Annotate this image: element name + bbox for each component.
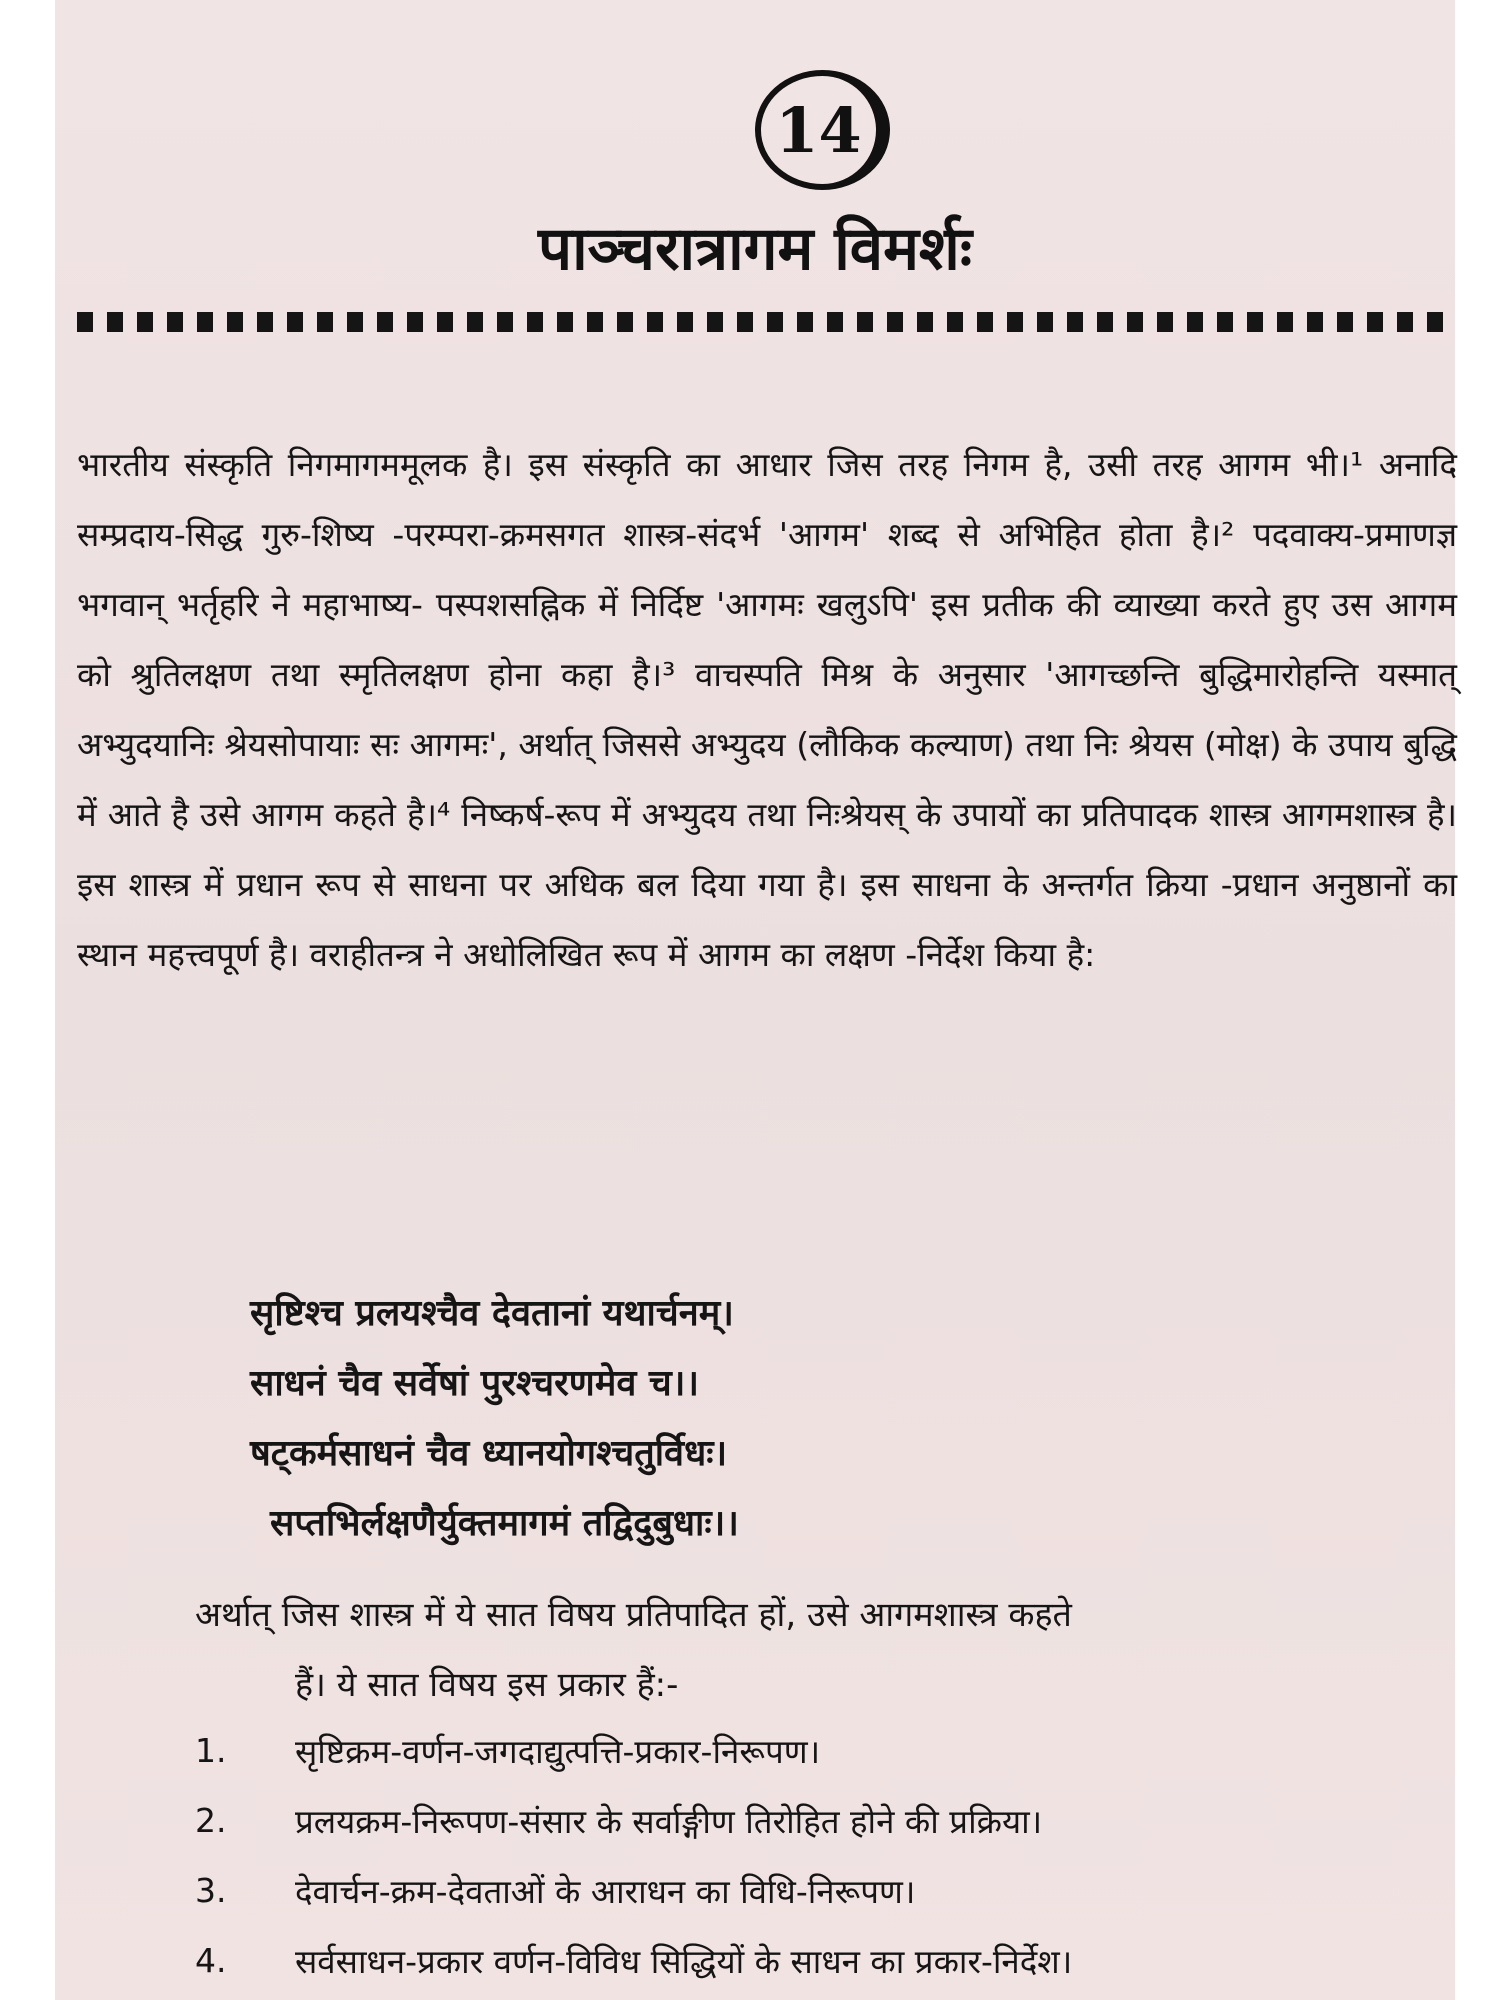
list-item-number: 3. [195,1870,227,1910]
list-item-text: प्रलयक्रम-निरूपण-संसार के सर्वाङ्गीण तिरोहित होने की प्रक्रिया। [295,1801,1043,1841]
list-item-number: 2. [195,1800,227,1840]
chapter-title: पाञ्चरात्रागम विमर्शः [538,214,972,284]
verse-line-3: षट्कर्मसाधनं चैव ध्यानयोगश्चतुर्विधः। [250,1433,728,1474]
list-item-text: सर्वसाधन-प्रकार वर्णन-विविध सिद्धियों के साधन का प्रकार-निर्देश। [295,1941,1073,1981]
topics-list [195,1715,1455,1995]
list-item [195,1785,1455,1855]
verse-line-2: साधनं चैव सर्वेषां पुरश्चरणमेव च।। [250,1363,700,1404]
explanation-line-1: अर्थात् जिस शास्त्र में ये सात विषय प्रतिपादित हों, उसे आगमशास्त्र कहते [195,1595,1072,1635]
list-item-number: 1. [195,1730,227,1770]
list-item-text: सृष्टिक्रम-वर्णन-जगदाद्युत्पत्ति-प्रकार-निरूपण। [295,1731,821,1771]
verse-line-4: सप्तभिर्लक्षणैर्युक्तमागमं तद्विदुबुधाः।। [270,1503,739,1544]
verse-line-1: सृष्टिश्च प्रलयश्चैव देवतानां यथार्चनम्। [250,1293,734,1334]
list-item-number: 4. [195,1940,227,1980]
explanation-line-2: हैं। ये सात विषय इस प्रकार हैं:- [295,1665,679,1705]
list-item [195,1855,1455,1925]
dotted-divider [77,312,1457,332]
list-item-text: देवार्चन-क्रम-देवताओं के आराधन का विधि-निरूपण। [295,1871,916,1911]
list-item [195,1715,1455,1785]
explanation-paragraph [195,1580,1455,1720]
intro-paragraph: भारतीय संस्कृति निगमागममूलक है। इस संस्कृति का आधार जिस तरह निगम है, उसी तरह आगम भी।¹ अनादि सम्प्रदाय-सिद्ध गुरु-शिष्य -परम्परा-क्रमसगत शास्त्र-संदर्भ 'आगम' शब्द से अभिहित होता है।² पदवाक्य-प्रमाणज्ञ भगवान् भर्तृहरि ने महाभाष्य- पस्पशसह्निक में निर्दिष्ट 'आगमः खलुऽपि' इस प्रतीक की व्याख्या करते हुए उस आगम को श्रुतिलक्षण तथा स्मृतिलक्षण होना कहा है।³ वाचस्पति मिश्र के अनुसार 'आगच्छन्ति बुद्धिमारोहन्ति यस्मात् अभ्युदयानिः श्रेयसोपायाः सः आगमः', अर्थात् जिससे अभ्युदय (लौकिक कल्याण) तथा निः श्रेयस (मोक्ष) के उपाय बुद्धि में आते है उसे आगम कहते है।⁴ निष्कर्ष-रूप में अभ्युदय तथा निःश्रेयस् के उपायों का प्रतिपादक शास्त्र आगमशास्त्र है। इस शास्त्र में प्रधान रूप से साधना पर अधिक बल दिया गया है। इस साधना के अन्तर्गत क्रिया -प्रधान अनुष्ठानों का स्थान महत्त्वपूर्ण है। वराहीतन्त्र ने अधोलिखित रूप में आगम का लक्षण -निर्देश किया है: [77,445,1457,974]
chapter-number-badge [755,70,890,190]
book-page [55,0,1455,2000]
list-item [195,1925,1455,1995]
chapter-number: 14 [775,93,862,167]
